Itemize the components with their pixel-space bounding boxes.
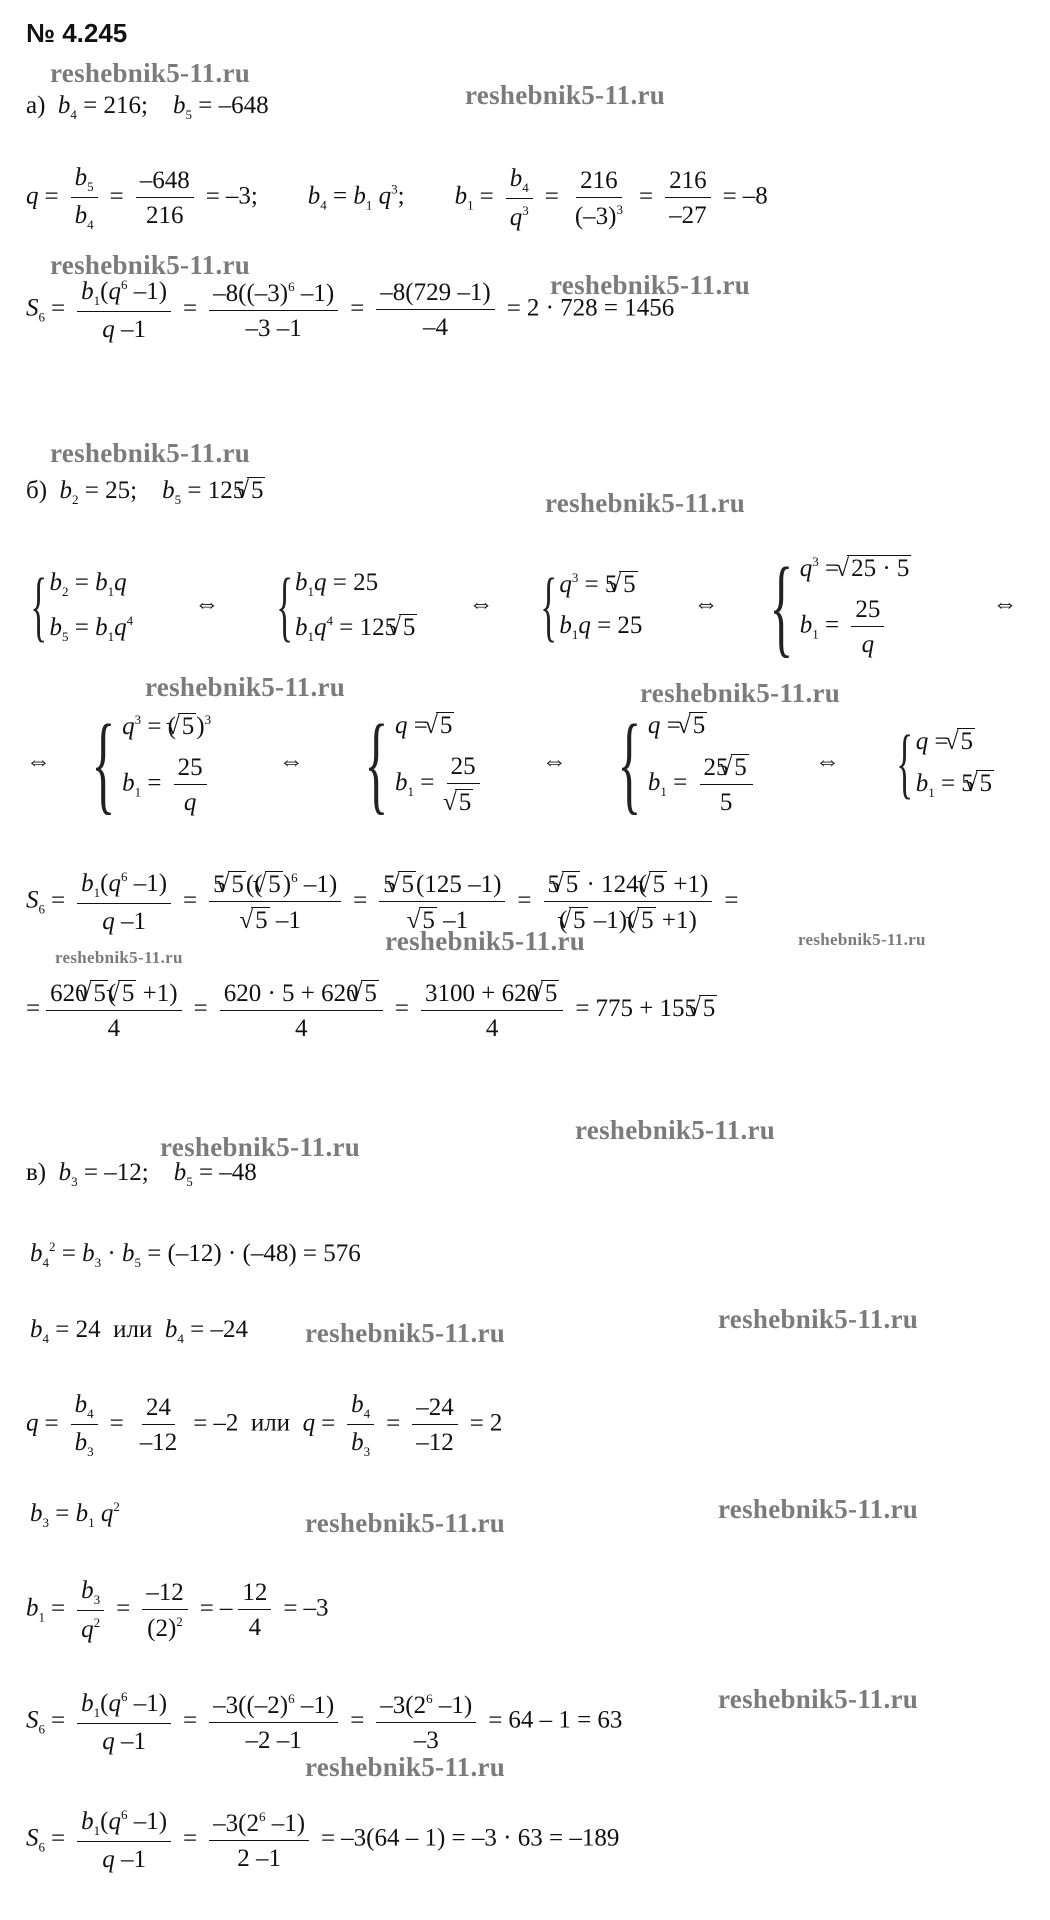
watermark: reshebnik5-11.ru (465, 80, 666, 110)
watermark: reshebnik5-11.ru (50, 438, 251, 468)
part-a-given: а) $b_4 = 216$; $b_5 = -648$ (26, 92, 269, 122)
watermark: reshebnik5-11.ru (305, 1752, 506, 1782)
part-c-line-2: $b_4 = 24$ или $b_4 = -24$ (30, 1316, 248, 1346)
watermark: reshebnik5-11.ru (718, 1304, 919, 1334)
part-c-given: в) $b_3 = -12$; $b_5 = -48$ (26, 1159, 257, 1189)
part-c-line-7: $S_6$ = $\frac{b_1(q^6 -1)}{q -1}$ = $\frac{-3(2^6 -1)}{2 -1}$ = –3(64 – 1) = –3 · 63 = –189 (26, 1807, 620, 1873)
part-b-given: б) $b_2 = 25$; $b_5 = 125√$ 5 (26, 477, 265, 506)
watermark: reshebnik5-11.ru (718, 1494, 919, 1524)
part-c-line-4: $b_3 = b_1$ $q^2$ (30, 1499, 120, 1530)
watermark: reshebnik5-11.ru (305, 1318, 506, 1348)
part-c-line-1: $b_4^2 = b_3 \cdot b_5 = (-12) \cdot (-48) = 576$ (30, 1239, 361, 1270)
watermark: reshebnik5-11.ru (718, 1684, 919, 1714)
watermark: reshebnik5-11.ru (55, 948, 183, 967)
watermark: reshebnik5-11.ru (305, 1508, 506, 1538)
watermark: reshebnik5-11.ru (50, 250, 251, 280)
watermark: reshebnik5-11.ru (640, 678, 841, 708)
problem-number: № 4.245 (26, 18, 128, 48)
watermark: reshebnik5-11.ru (545, 488, 746, 518)
part-a-q-line: q = $\frac{b_5}{b_4}$ = $\frac{-648}{216}$ = –3; $b_4 = b_1$ $q^3$; $b_1$ = $\frac{b_4}{q^3}$ = $\frac{216}{(-3)^3}$ = $\frac{216}{-27}$ = –8 (26, 164, 768, 232)
part-b-systems-row-1: { $b_2 = b_1q$ $b_5 = b_1q^4$ ⇔ { $b_1q = 25$ $b_1q^4 = 125√$ 5 ⇔ { $q^3 = 5√$ 5 $b_1q = 25$ ⇔ { $q^3$ = √ 25 · 5 $b_1$ = $\frac{25}{q}$ ⇔ (20, 555, 1018, 657)
watermark: reshebnik5-11.ru (550, 270, 751, 300)
watermark: reshebnik5-11.ru (575, 1115, 776, 1145)
watermark: reshebnik5-11.ru (385, 926, 586, 956)
part-b-s6-line-1: $S_6$ = $\frac{b_1(q^6 -1)}{q -1}$ = 5√ 5((√ 5)$^6$ –1) √ 5 –1 = 5√ 5(125 –1) √ 5 –1 = $\frac{5√ 5 \cdot 124(√ 5 +1)}{(√ 5 -1)(√ 5 +1)}$ = (26, 870, 744, 934)
watermark: reshebnik5-11.ru (160, 1132, 361, 1162)
watermark: reshebnik5-11.ru (145, 672, 346, 702)
watermark: reshebnik5-11.ru (798, 930, 926, 949)
part-b-systems-row-2: ⇔ { $q^3$ = (√ 5)$^3$ $b_1$ = $\frac{25}{q}$ ⇔ { q = √ 5 $b_1$ = 25 √ 5 ⇔ { q = √ 5 $b_1$ = $\frac{25√ 5}{5}$ ⇔ { q = √ 5 $b_1 = 5√$ 5 (26, 712, 994, 815)
part-a-s6-line: $S_6$ = $\frac{b_1(q^6 -1)}{q -1}$ = $\frac{-8((-3)^6 -1)}{-3 -1}$ = $\frac{-8(729 -1)}{-4}$ = 2 · 728 = 1456 (26, 277, 675, 343)
part-c-line-3: q = $\frac{b_4}{b_3}$ = $\frac{24}{-12}$ = –2 или q = $\frac{b_4}{b_3}$ = $\frac{-24}{-12}$ = 2 (26, 1391, 503, 1459)
part-c-line-6: $S_6$ = $\frac{b_1(q^6 -1)}{q -1}$ = $\frac{-3((-2)^6 -1)}{-2 -1}$ = $\frac{-3(2^6 -1)}{-3}$ = 64 – 1 = 63 (26, 1689, 623, 1755)
watermark: reshebnik5-11.ru (50, 58, 251, 88)
part-c-line-5: $b_1$ = $\frac{b_3}{q^2}$ = $\frac{-12}{(2)^2}$ = – $\frac{12}{4}$ = –3 (26, 1577, 329, 1643)
part-b-s6-line-2: = $\frac{620√ 5(√ 5 +1)}{4}$ = $\frac{620 \cdot 5 + 620√ 5}{4}$ = $\frac{3100 + 620√ 5}{4}$ = 775 + 155√ 5 (26, 980, 717, 1041)
